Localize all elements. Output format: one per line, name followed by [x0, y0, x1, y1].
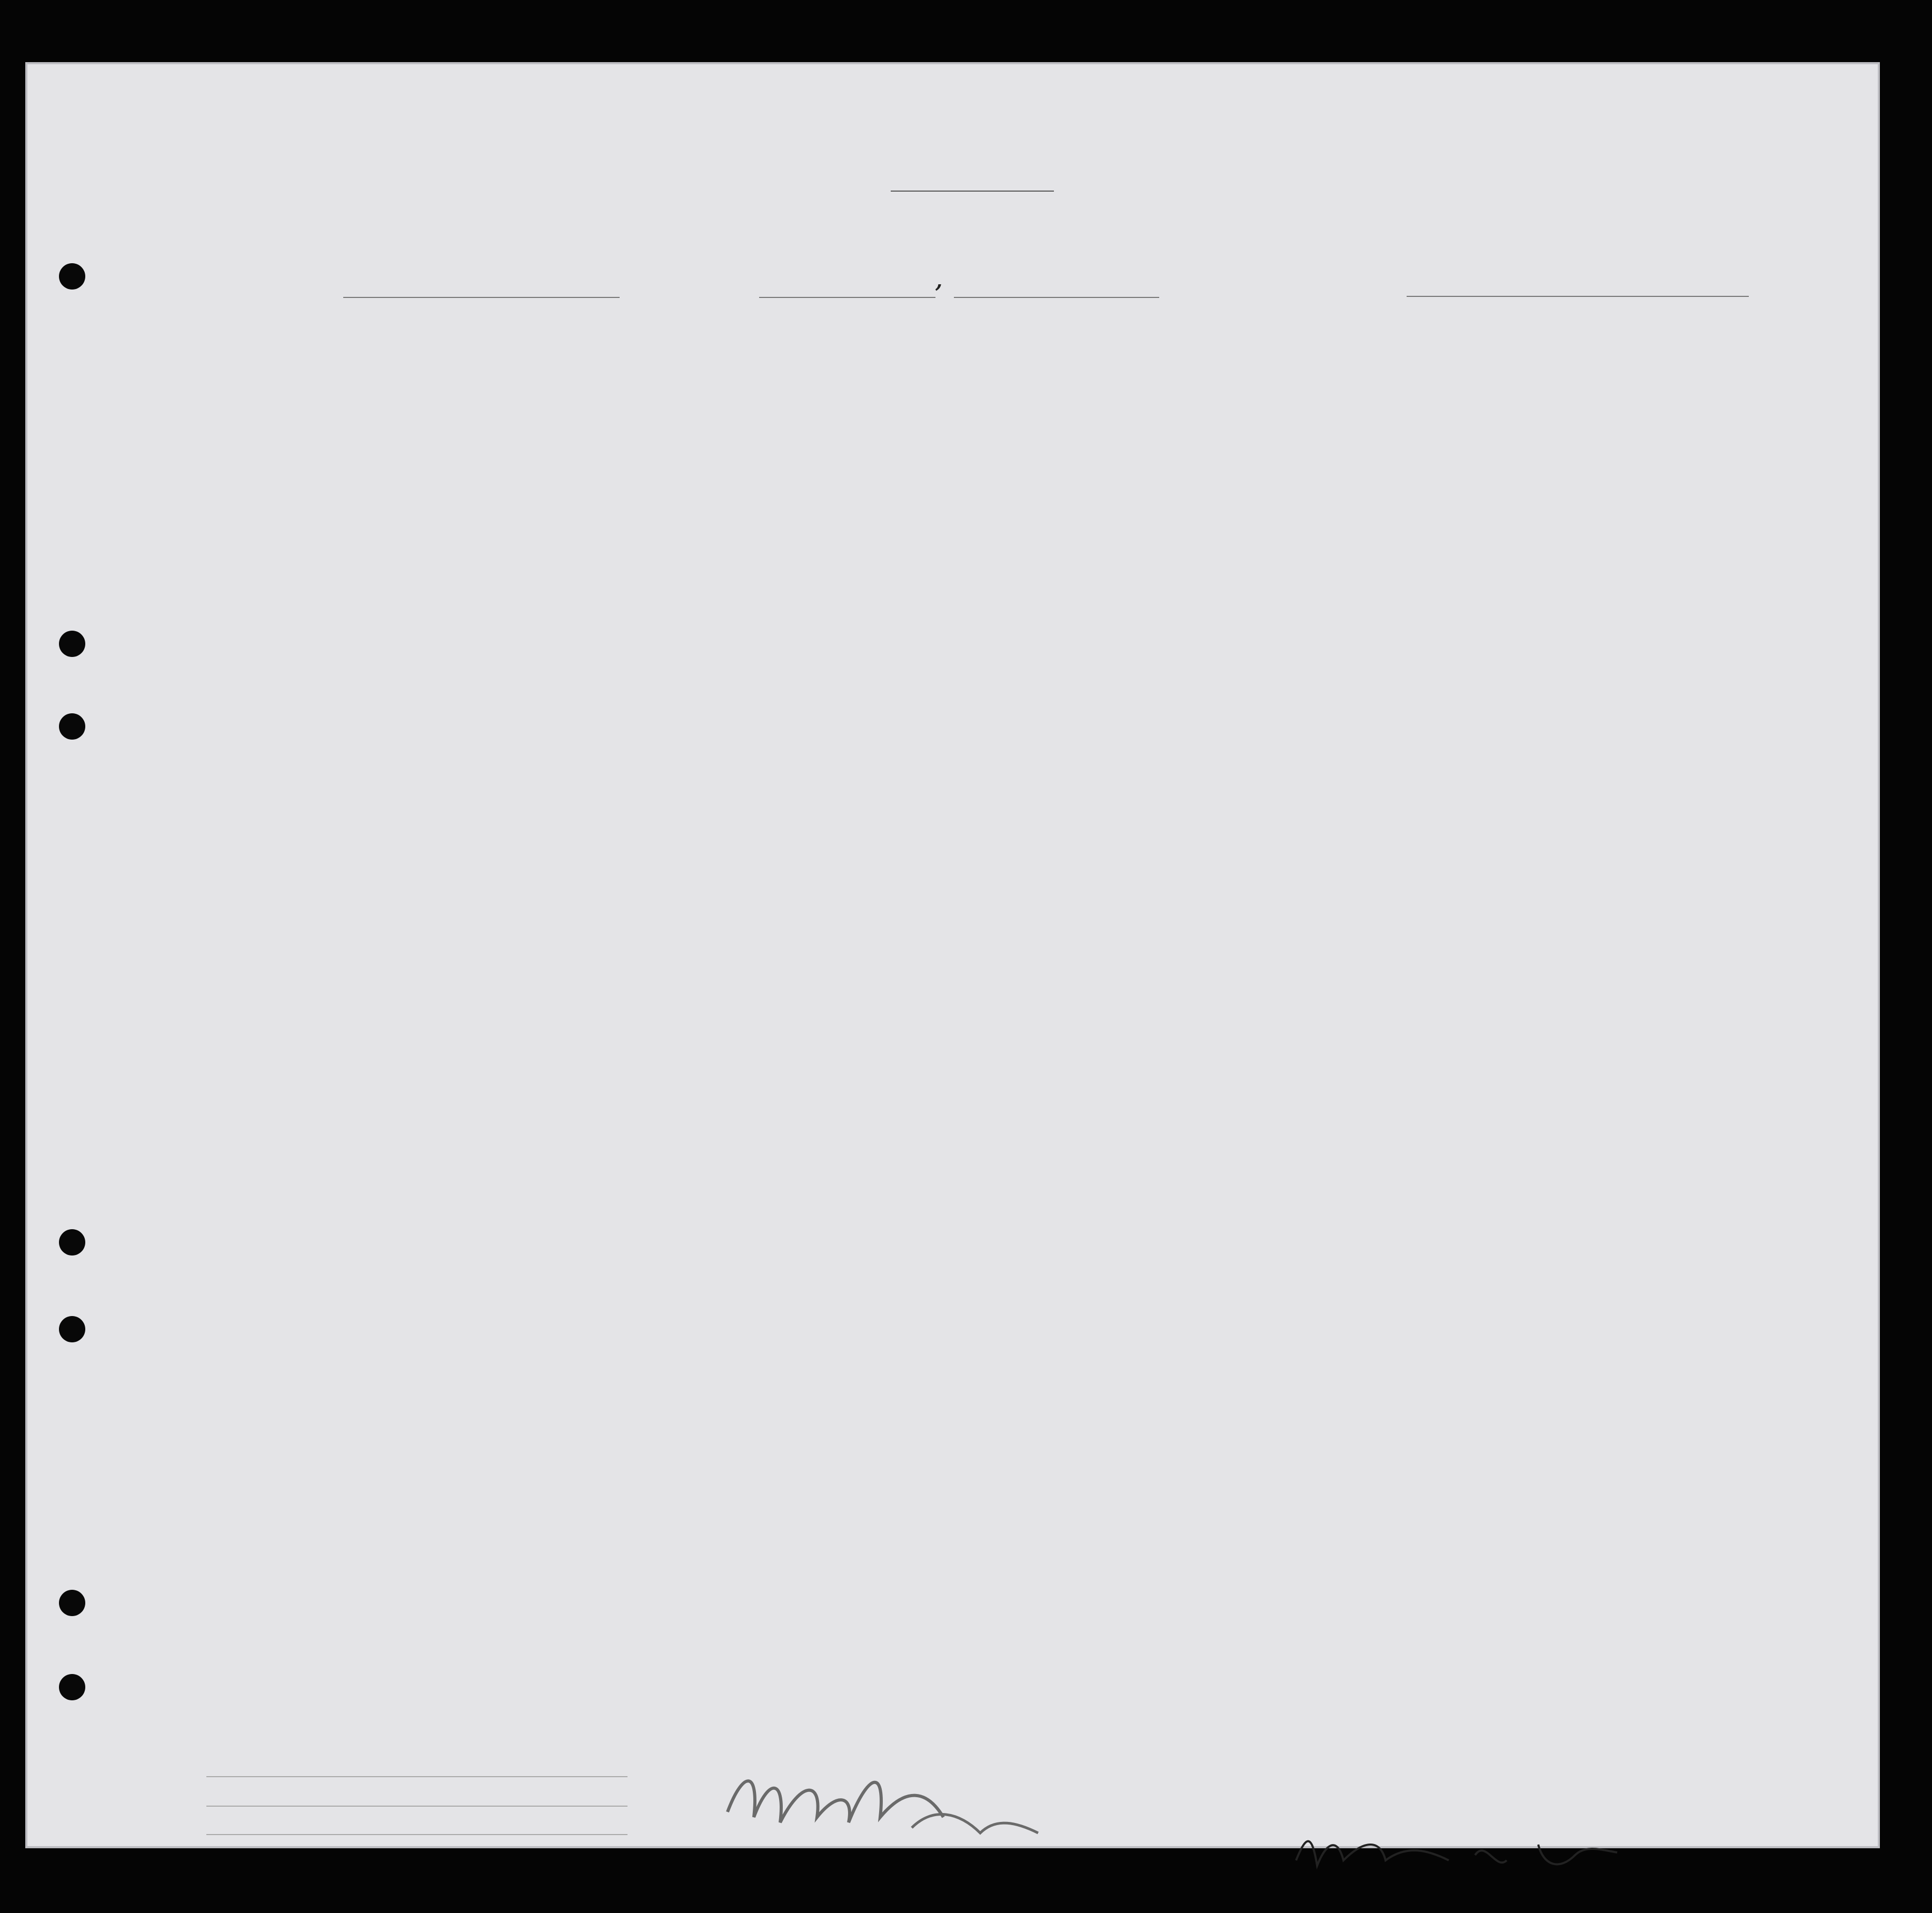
- comma-separator: ,: [935, 268, 943, 292]
- binder-hole: [59, 631, 85, 657]
- owners-rule: [206, 1806, 628, 1807]
- binder-hole: [59, 1316, 85, 1342]
- binder-hole: [59, 1674, 85, 1700]
- date-underline: [954, 297, 1159, 298]
- binder-hole: [59, 1590, 85, 1616]
- arrival-underline: [759, 297, 935, 298]
- title-rule: [891, 191, 1054, 192]
- agent-signature: [1291, 1829, 1633, 1876]
- binder-hole: [59, 713, 85, 740]
- agents-rule: [206, 1834, 628, 1835]
- manifest-sheet: [25, 62, 1880, 1848]
- departure-underline: [1407, 296, 1749, 297]
- binder-hole: [59, 263, 85, 290]
- vessel-underline: [343, 297, 620, 298]
- inspector-signature: [712, 1749, 1080, 1849]
- binder-hole: [59, 1229, 85, 1256]
- line-rule: [206, 1776, 628, 1777]
